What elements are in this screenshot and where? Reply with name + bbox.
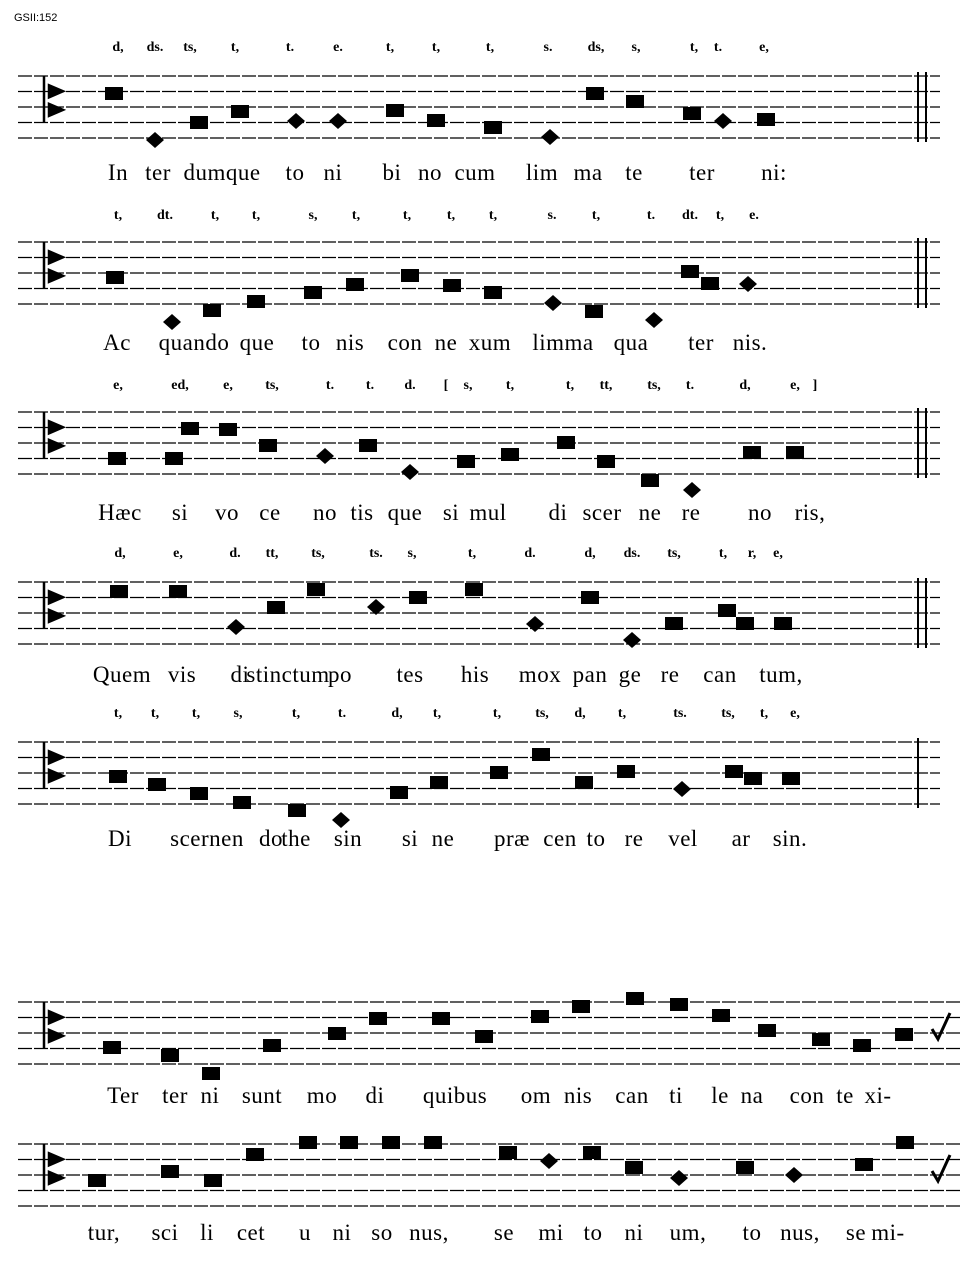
lyric-syllable: ni [323,160,343,185]
lyric-syllable: que [239,330,275,355]
breve-note [586,87,604,100]
breve-note [161,1049,179,1062]
interval-annotation: e, [759,40,769,55]
lyric-syllable: con [387,330,423,355]
lyric-syllable: mi [538,1220,564,1245]
interval-annotation: t, [251,208,261,223]
lyric-syllable: cet [236,1220,266,1245]
lyric-syllable: si [442,500,460,525]
breve-note [390,786,408,799]
lyric-syllable: na [740,1083,764,1108]
lyric-syllable: stinctum [246,662,330,687]
interval-annotation: t, [446,208,456,223]
lyric-syllable: mox [518,662,562,687]
c-clef-icon [44,582,63,629]
lyric-syllable: nus, [780,1220,820,1245]
lyric-syllable: ni [200,1083,220,1108]
breve-note [670,998,688,1011]
lyric-syllable: can [703,662,737,687]
lyric-syllable: di [365,1083,385,1108]
interval-annotation: ] [812,378,818,393]
interval-annotation: s. [547,208,557,223]
lyric-syllable: ce [259,500,281,525]
breve-note [583,1146,601,1159]
lyric-syllable: u [299,1220,311,1245]
interval-annotation: e, [790,706,800,721]
interval-annotation: d, [574,706,586,721]
breve-note [757,113,775,126]
lyric-syllable: xum [468,330,512,355]
breve-note [484,286,502,299]
breve-note [531,1010,549,1023]
lyric-syllable: ter [162,1083,188,1108]
lyric-syllable: te [625,160,643,185]
staff [0,578,976,708]
lyric-syllable: ter [145,160,171,185]
breve-note [625,1161,643,1174]
lyric-syllable: nus, [409,1220,449,1245]
breve-note [712,1009,730,1022]
lyric-syllable: di [230,662,250,687]
breve-note [758,1024,776,1037]
lyric-syllable: ti [669,1083,683,1108]
breve-note [424,1136,442,1149]
breve-note [665,617,683,630]
semibreve-note [329,113,347,129]
interval-annotation: s, [233,706,243,721]
lyric-syllable: Quem [92,662,152,687]
breve-note [369,1012,387,1025]
interval-annotation: e, [173,546,183,561]
interval-annotation: ts, [265,378,279,393]
breve-note [307,583,325,596]
lyric-syllable: mo [306,1083,338,1108]
breve-note [617,765,635,778]
breve-note [736,617,754,630]
semibreve-note [645,312,663,328]
lyric-syllable: ge [618,662,642,687]
interval-annotation: t, [505,378,515,393]
lyric-syllable: no [418,160,442,185]
breve-note [736,1161,754,1174]
interval-annotation: t, [718,546,728,561]
breve-note [743,446,761,459]
lyric-syllable: to [742,1220,762,1245]
lyric-syllable: cum [454,160,496,185]
lyric-syllable: Hæc [98,500,142,525]
breve-note [233,796,251,809]
interval-annotation: t. [713,40,723,55]
breve-note [499,1146,517,1159]
breve-note [108,452,126,465]
lyric-syllable: ter [689,160,715,185]
lyric-syllable: Ter [107,1083,139,1108]
interval-annotation: t, [113,706,123,721]
lyric-syllable: to [586,826,606,851]
lyric-syllable: sin. [772,826,808,851]
interval-annotation: s, [463,378,473,393]
breve-note [359,439,377,452]
breve-note [575,776,593,789]
breve-note [106,271,124,284]
interval-annotation: ts, [647,378,661,393]
breve-note [532,748,550,761]
lyric-syllable: qua [613,330,649,355]
interval-annotation: tt, [599,378,613,393]
c-clef-icon [44,76,63,123]
lyric-syllable: mi- [871,1220,905,1245]
interval-annotation: d, [391,706,403,721]
breve-note [443,279,461,292]
interval-annotation: d, [114,546,126,561]
interval-annotation: t, [432,706,442,721]
lyric-syllable: om [520,1083,552,1108]
interval-annotation: dt. [157,208,173,223]
lyric-syllable: vo [215,500,239,525]
interval-annotation: t, [191,706,201,721]
interval-annotation: t, [492,706,502,721]
semibreve-note [287,113,305,129]
breve-note [247,295,265,308]
interval-annotation: t, [565,378,575,393]
lyric-syllable: vis [167,662,197,687]
lyric-syllable: cen [543,826,577,851]
interval-annotation: ts. [369,546,383,561]
semibreve-note [683,482,701,498]
interval-annotation: e. [333,40,343,55]
breve-note [701,277,719,290]
lyric-syllable: ne [434,330,458,355]
breve-note [148,778,166,791]
interval-annotation: ds. [146,40,164,55]
lyric-syllable: ter [688,330,714,355]
lyric-syllable: se [493,1220,515,1245]
lyric-syllable: si [171,500,189,525]
lyric-syllable: quibus [422,1083,488,1108]
c-clef-icon [44,412,63,459]
interval-annotation: t, [385,40,395,55]
interval-annotation: t, [431,40,441,55]
breve-note [484,121,502,134]
lyric-syllable: Ac [103,330,131,355]
lyric-syllable: re [660,662,680,687]
breve-note [786,446,804,459]
interval-annotation: e, [113,378,123,393]
interval-annotation: t, [402,208,412,223]
breve-note [683,107,701,120]
breve-note [263,1039,281,1052]
breve-note [725,765,743,778]
staff [0,998,976,1128]
breve-note [409,591,427,604]
semibreve-note [714,113,732,129]
breve-note [169,585,187,598]
interval-annotation: ds. [623,546,641,561]
semibreve-note [316,448,334,464]
breve-note [204,1174,222,1187]
interval-annotation: r, [747,546,757,561]
breve-note [161,1165,179,1178]
interval-annotation: ds, [587,40,605,55]
lyric-syllable: sunt [241,1083,283,1108]
interval-annotation: t, [291,706,301,721]
interval-annotation: t. [337,706,347,721]
breve-note [597,455,615,468]
lyric-syllable: ris, [794,500,826,525]
breve-note [812,1033,830,1046]
interval-annotation: d. [404,378,416,393]
interval-annotation: s, [308,208,318,223]
breve-note [110,585,128,598]
interval-annotation: t, [150,706,160,721]
lyric-syllable: ne [431,826,455,851]
breve-note [386,104,404,117]
breve-note [109,770,127,783]
lyric-syllable: to [583,1220,603,1245]
lyric-syllable: po [328,662,352,687]
page-id: GSII:152 [14,12,58,24]
interval-annotation: s, [631,40,641,55]
semibreve-note [673,781,691,797]
breve-note [895,1028,913,1041]
breve-note [340,1136,358,1149]
interval-annotation: e, [773,546,783,561]
interval-annotation: e, [223,378,233,393]
breve-note [103,1041,121,1054]
lyric-syllable: que [387,500,423,525]
lyric-syllable: tur, [87,1220,121,1245]
lyric-syllable: so [371,1220,393,1245]
breve-note [259,439,277,452]
breve-note [299,1136,317,1149]
lyric-syllable: do [259,826,283,851]
lyric-syllable: mul [469,500,507,525]
semibreve-note [163,314,181,330]
interval-annotation: ts, [183,40,197,55]
semibreve-note [544,295,562,311]
lyric-syllable: præ [494,826,530,851]
semibreve-note [623,632,641,648]
interval-annotation: t, [617,706,627,721]
breve-note [202,1067,220,1080]
lyric-syllable: si [401,826,419,851]
interval-annotation: s. [543,40,553,55]
lyric-syllable: Di [108,826,132,851]
interval-annotation: t. [285,40,295,55]
lyric-syllable: tes [396,662,424,687]
lyric-syllable: se [845,1220,867,1245]
interval-annotation: e. [749,208,759,223]
lyric-syllable: quando [158,330,230,355]
interval-annotation: s, [407,546,417,561]
lyric-syllable: nis [335,330,365,355]
interval-annotation: d, [739,378,751,393]
semibreve-note [540,1153,558,1169]
breve-note [88,1174,106,1187]
interval-annotation: t. [646,208,656,223]
lyric-syllable: to [285,160,305,185]
breve-note [853,1039,871,1052]
interval-annotation: e, [790,378,800,393]
breve-note [744,772,762,785]
interval-annotation: d. [229,546,241,561]
lyric-syllable: ma [573,160,603,185]
breve-note [430,776,448,789]
lyric-syllable: sin [333,826,363,851]
breve-note [105,87,123,100]
staff [0,1140,976,1270]
interval-annotation: t, [488,208,498,223]
breve-note [626,95,644,108]
breve-note [581,591,599,604]
lyric-syllable: ne [638,500,662,525]
breve-note [427,114,445,127]
lyric-syllable: scernen [170,826,244,851]
lyric-syllable: tum, [759,662,803,687]
breve-note [401,269,419,282]
breve-note [190,116,208,129]
breve-note [203,304,221,317]
lyric-syllable: nis. [732,330,768,355]
semibreve-note [541,129,559,145]
lyric-syllable: con [789,1083,825,1108]
interval-annotation: ed, [171,378,189,393]
interval-annotation: t, [467,546,477,561]
breve-note [718,604,736,617]
c-clef-icon [44,1144,63,1191]
breve-note [288,804,306,817]
lyric-syllable: um, [669,1220,707,1245]
breve-note [382,1136,400,1149]
lyric-syllable: his [460,662,490,687]
breve-note [346,278,364,291]
interval-annotation: d, [112,40,124,55]
interval-annotation: t. [325,378,335,393]
lyric-syllable: no [748,500,772,525]
interval-annotation: t, [485,40,495,55]
lyric-syllable: In [107,160,129,185]
c-clef-icon [44,742,63,789]
breve-note [585,305,603,318]
breve-note [190,787,208,800]
lyric-syllable: to [301,330,321,355]
c-clef-icon [44,1002,63,1049]
lyric-syllable: re [624,826,644,851]
breve-note [267,601,285,614]
breve-note [557,436,575,449]
lyric-syllable: di [548,500,568,525]
lyric-syllable: bi [382,160,402,185]
lyric-syllable: xi- [864,1083,892,1108]
interval-annotation: ts, [721,706,735,721]
breve-note [432,1012,450,1025]
lyric-syllable: limma [532,330,594,355]
lyric-syllable: te [836,1083,854,1108]
lyric-syllable: nis [563,1083,593,1108]
interval-annotation: t, [689,40,699,55]
interval-annotation: t. [365,378,375,393]
interval-annotation: ts. [673,706,687,721]
breve-note [626,992,644,1005]
lyric-syllable: pan [572,662,608,687]
lyric-syllable: lim [525,160,559,185]
interval-annotation: t, [715,208,725,223]
interval-annotation: t, [210,208,220,223]
lyric-syllable: can [615,1083,649,1108]
breve-note [572,1000,590,1013]
breve-note [165,452,183,465]
semibreve-note [227,619,245,635]
lyric-syllable: ni [624,1220,644,1245]
interval-annotation: d. [524,546,536,561]
semibreve-note [670,1170,688,1186]
interval-annotation: t, [759,706,769,721]
lyric-syllable: ni [332,1220,352,1245]
breve-note [246,1148,264,1161]
breve-note [328,1027,346,1040]
semibreve-note [785,1167,803,1183]
lyric-syllable: tis [350,500,374,525]
staff [0,738,976,868]
breve-note [896,1136,914,1149]
interval-annotation: d, [584,546,596,561]
semibreve-note [739,276,757,292]
interval-annotation: t, [230,40,240,55]
semibreve-note [526,616,544,632]
breve-note [681,265,699,278]
interval-annotation: ts, [311,546,325,561]
breve-note [465,583,483,596]
lyric-syllable: li [200,1220,214,1245]
lyric-syllable: the [281,826,311,851]
lyric-syllable: dumque [183,160,261,185]
interval-annotation: t. [685,378,695,393]
breve-note [855,1158,873,1171]
lyric-syllable: vel [668,826,698,851]
breve-note [501,448,519,461]
lyric-syllable: le [711,1083,729,1108]
lyric-syllable: no [313,500,337,525]
breve-note [231,105,249,118]
lyric-syllable: ar [731,826,751,851]
interval-annotation: t, [113,208,123,223]
interval-annotation: dt. [682,208,698,223]
c-clef-icon [44,242,63,289]
breve-note [475,1030,493,1043]
breve-note [457,455,475,468]
breve-note [774,617,792,630]
interval-annotation: t, [351,208,361,223]
lyric-syllable: re [681,500,701,525]
breve-note [304,286,322,299]
interval-annotation: tt, [265,546,279,561]
breve-note [641,474,659,487]
breve-note [219,423,237,436]
interval-annotation: t, [591,208,601,223]
lyric-syllable: ni: [761,160,787,185]
interval-annotation: ts, [535,706,549,721]
breve-note [490,766,508,779]
interval-annotation: [ [443,378,449,393]
lyric-syllable: sci [151,1220,179,1245]
breve-note [782,772,800,785]
breve-note [181,422,199,435]
semibreve-note [146,132,164,148]
interval-annotation: ts, [667,546,681,561]
lyric-syllable: scer [582,500,622,525]
semibreve-note [401,464,419,480]
